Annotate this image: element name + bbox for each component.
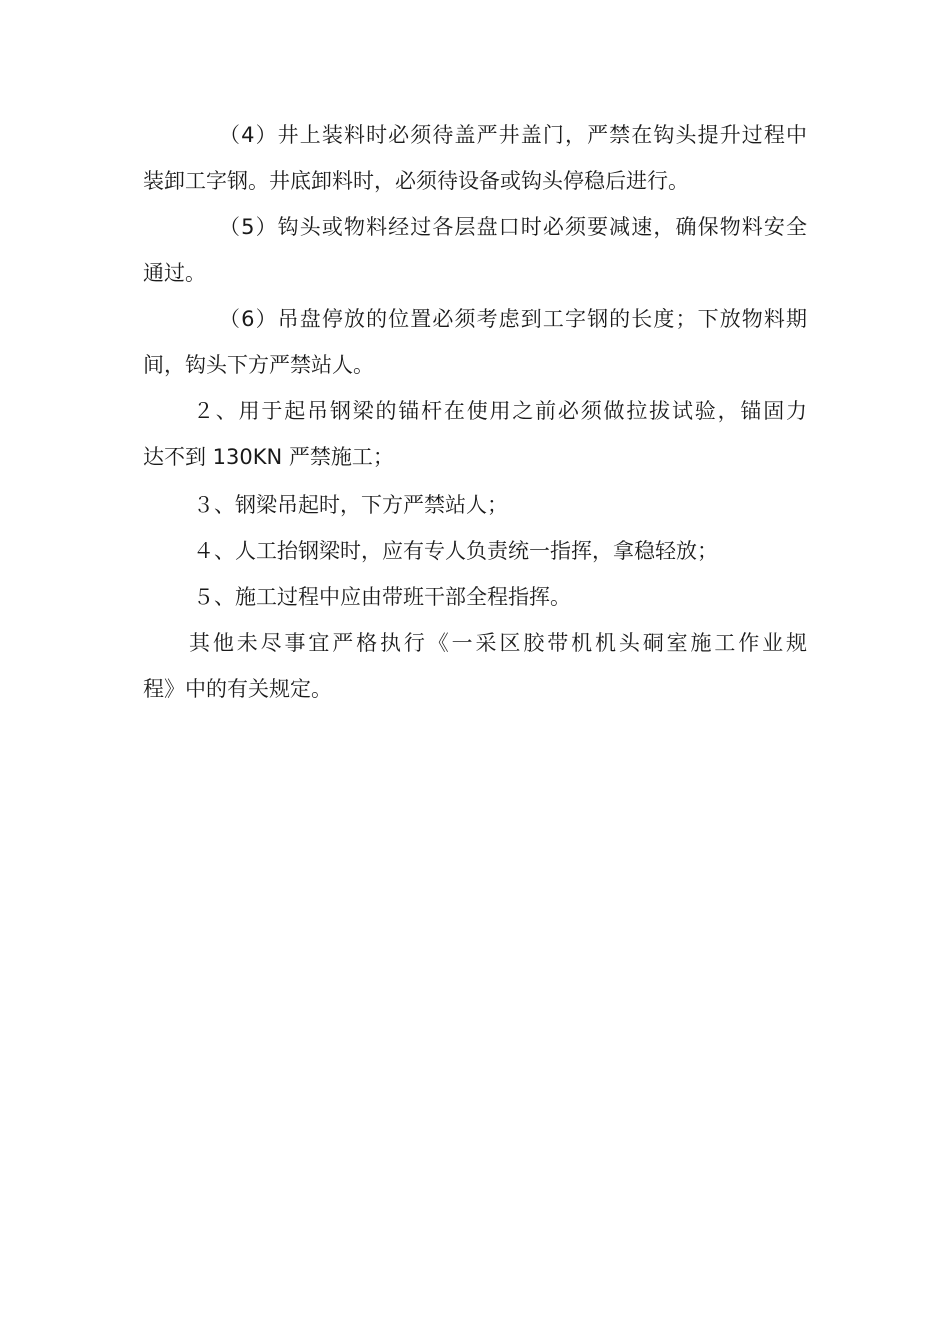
paragraph-line-rule-3: ３、钢梁吊起时，下方严禁站人；: [193, 493, 508, 517]
paragraph-line-item-4-end: 装卸工字钢。井底卸料时，必须待设备或钩头停稳后进行。: [143, 169, 689, 193]
paragraph-line-item-5-start: （5）钩头或物料经过各层盘口时必须要减速，确保物料安全: [219, 215, 807, 239]
paragraph-line-closing-end: 程》中的有关规定。: [143, 677, 332, 701]
paragraph-line-item-6-start: （6）吊盘停放的位置必须考虑到工字钢的长度；下放物料期: [219, 307, 807, 331]
paragraph-line-rule-2-start: ２、用于起吊钢梁的锚杆在使用之前必须做拉拔试验，锚固力: [193, 399, 807, 423]
document-body: [143, 112, 807, 712]
paragraph-line-rule-4: ４、人工抬钢梁时，应有专人负责统一指挥，拿稳轻放；: [193, 539, 718, 563]
paragraph-line-item-6-end: 间，钩头下方严禁站人。: [143, 353, 374, 377]
paragraph-line-item-5-end: 通过。: [143, 261, 206, 285]
paragraph-line-rule-2-end: 达不到 130KN 严禁施工；: [143, 445, 394, 469]
paragraph-line-rule-5: ５、施工过程中应由带班干部全程指挥。: [193, 585, 571, 609]
paragraph-line-closing-start: 其他未尽事宜严格执行《一采区胶带机机头硐室施工作业规: [189, 631, 807, 655]
paragraph-line-item-4-start: （4）井上装料时必须待盖严井盖门，严禁在钩头提升过程中: [219, 123, 807, 147]
